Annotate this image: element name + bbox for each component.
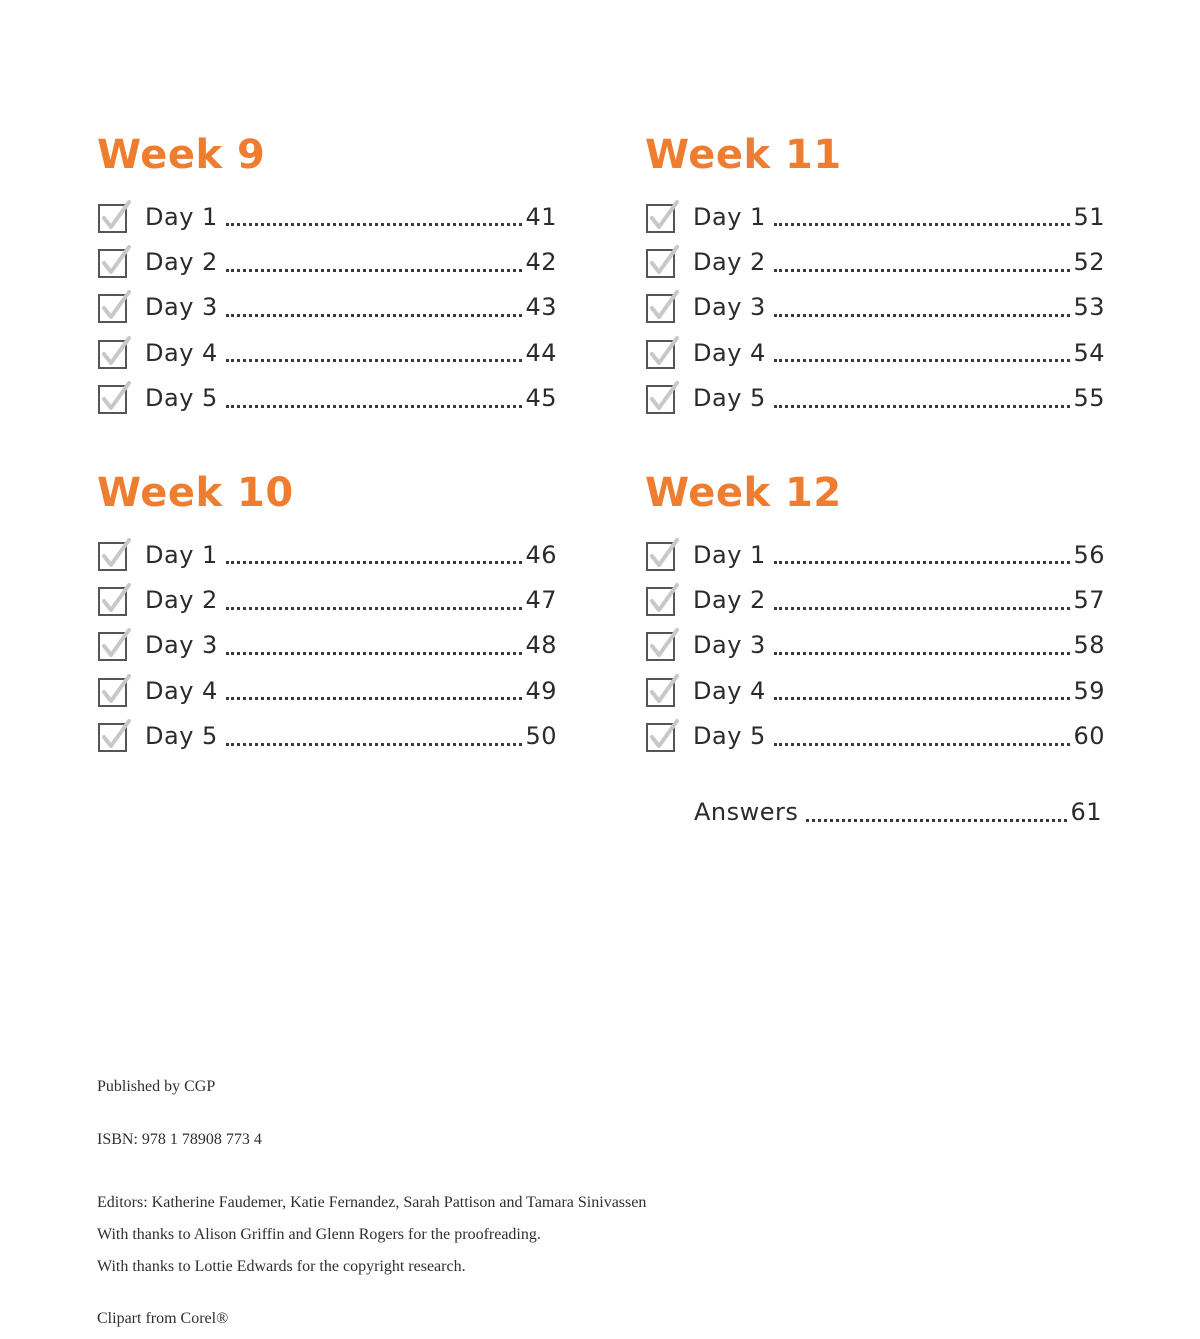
dot-leader [226, 561, 523, 564]
published-by: Published by CGP [97, 1078, 216, 1095]
checked-checkbox-icon [97, 245, 131, 279]
day-entry [645, 714, 1105, 759]
checked-checkbox-icon [97, 381, 131, 415]
dot-leader [774, 607, 1071, 610]
day-label: Day 4 [145, 676, 218, 705]
day-entry [645, 532, 1105, 577]
dot-leader [774, 561, 1071, 564]
dot-leader [226, 652, 523, 655]
dot-leader [806, 819, 1067, 822]
week-title: Week 12 [645, 470, 842, 516]
clipart-credit: Clipart from Corel® [97, 1310, 229, 1327]
checked-checkbox-icon [97, 583, 131, 617]
checked-checkbox-icon [645, 583, 679, 617]
page-number: 54 [1073, 338, 1105, 367]
day-label: Day 5 [693, 722, 766, 751]
checked-checkbox-icon [645, 674, 679, 708]
day-label: Day 4 [693, 676, 766, 705]
day-entry [645, 285, 1105, 330]
day-entry [97, 577, 557, 622]
week-11-section [645, 128, 1105, 421]
week-title: Week 10 [97, 470, 294, 516]
dot-leader [226, 314, 523, 317]
checked-checkbox-icon [97, 719, 131, 753]
page-number: 41 [525, 202, 557, 231]
day-entry [97, 285, 557, 330]
checked-checkbox-icon [97, 628, 131, 662]
day-label: Day 2 [693, 586, 766, 615]
checked-checkbox-icon [645, 336, 679, 370]
dot-leader [774, 697, 1071, 700]
day-entry [97, 194, 557, 239]
dot-leader [774, 652, 1071, 655]
day-label: Day 1 [693, 202, 766, 231]
day-label: Day 1 [145, 540, 218, 569]
page-number: 48 [525, 631, 557, 660]
week-9-section [97, 128, 557, 421]
checked-checkbox-icon [645, 628, 679, 662]
checked-checkbox-icon [97, 200, 131, 234]
day-entry [97, 239, 557, 284]
day-entry [97, 668, 557, 713]
checked-checkbox-icon [645, 719, 679, 753]
day-label: Day 5 [145, 384, 218, 413]
page-number: 55 [1073, 384, 1105, 413]
dot-leader [774, 269, 1071, 272]
day-label: Day 5 [693, 384, 766, 413]
day-entry [645, 194, 1105, 239]
answers-label: Answers [694, 798, 799, 826]
page-number: 53 [1073, 293, 1105, 322]
answers-page-number: 61 [1070, 798, 1102, 826]
day-entry [97, 623, 557, 668]
page-number: 57 [1073, 586, 1105, 615]
dot-leader [226, 607, 523, 610]
week-title: Week 11 [645, 132, 842, 178]
checked-checkbox-icon [645, 538, 679, 572]
day-label: Day 2 [145, 248, 218, 277]
week-10-section [97, 466, 557, 759]
day-label: Day 1 [693, 540, 766, 569]
day-label: Day 3 [693, 631, 766, 660]
page-number: 46 [525, 540, 557, 569]
day-label: Day 5 [145, 722, 218, 751]
day-label: Day 3 [145, 631, 218, 660]
dot-leader [226, 359, 523, 362]
checked-checkbox-icon [97, 290, 131, 324]
page-number: 58 [1073, 631, 1105, 660]
page-number: 52 [1073, 248, 1105, 277]
page-number: 60 [1073, 722, 1105, 751]
page-number: 49 [525, 676, 557, 705]
dot-leader [226, 405, 523, 408]
dot-leader [774, 314, 1071, 317]
dot-leader [226, 223, 523, 226]
page-number: 44 [525, 338, 557, 367]
checked-checkbox-icon [97, 538, 131, 572]
page-number: 45 [525, 384, 557, 413]
page-number: 43 [525, 293, 557, 322]
checked-checkbox-icon [645, 381, 679, 415]
day-entry [97, 532, 557, 577]
answers-entry [694, 790, 1102, 834]
day-entry [97, 330, 557, 375]
dot-leader [774, 359, 1071, 362]
isbn: ISBN: 978 1 78908 773 4 [97, 1131, 262, 1148]
day-entry [645, 668, 1105, 713]
dot-leader [774, 223, 1071, 226]
day-label: Day 4 [145, 338, 218, 367]
day-entry [645, 239, 1105, 284]
checked-checkbox-icon [645, 290, 679, 324]
page-number: 56 [1073, 540, 1105, 569]
day-entry [645, 376, 1105, 421]
checked-checkbox-icon [645, 245, 679, 279]
day-entry [645, 577, 1105, 622]
page-number: 42 [525, 248, 557, 277]
day-entry [645, 623, 1105, 668]
dot-leader [226, 743, 523, 746]
day-entry [645, 330, 1105, 375]
proofreading-credit: With thanks to Alison Griffin and Glenn Rogers for the proofreading. [97, 1226, 541, 1243]
copyright-credit: With thanks to Lottie Edwards for the copyright research. [97, 1258, 466, 1275]
week-12-section [645, 466, 1105, 759]
dot-leader [226, 269, 523, 272]
day-label: Day 1 [145, 202, 218, 231]
editors-credit: Editors: Katherine Faudemer, Katie Fernandez, Sarah Pattison and Tamara Sinivassen [97, 1194, 647, 1211]
page-number: 47 [525, 586, 557, 615]
page-number: 50 [525, 722, 557, 751]
day-label: Day 3 [693, 293, 766, 322]
day-label: Day 2 [693, 248, 766, 277]
dot-leader [774, 405, 1071, 408]
page-number: 59 [1073, 676, 1105, 705]
checked-checkbox-icon [645, 200, 679, 234]
checked-checkbox-icon [97, 674, 131, 708]
day-label: Day 3 [145, 293, 218, 322]
dot-leader [226, 697, 523, 700]
week-title: Week 9 [97, 132, 266, 178]
dot-leader [774, 743, 1071, 746]
checked-checkbox-icon [97, 336, 131, 370]
day-label: Day 4 [693, 338, 766, 367]
day-entry [97, 714, 557, 759]
day-label: Day 2 [145, 586, 218, 615]
page-number: 51 [1073, 202, 1105, 231]
day-entry [97, 376, 557, 421]
